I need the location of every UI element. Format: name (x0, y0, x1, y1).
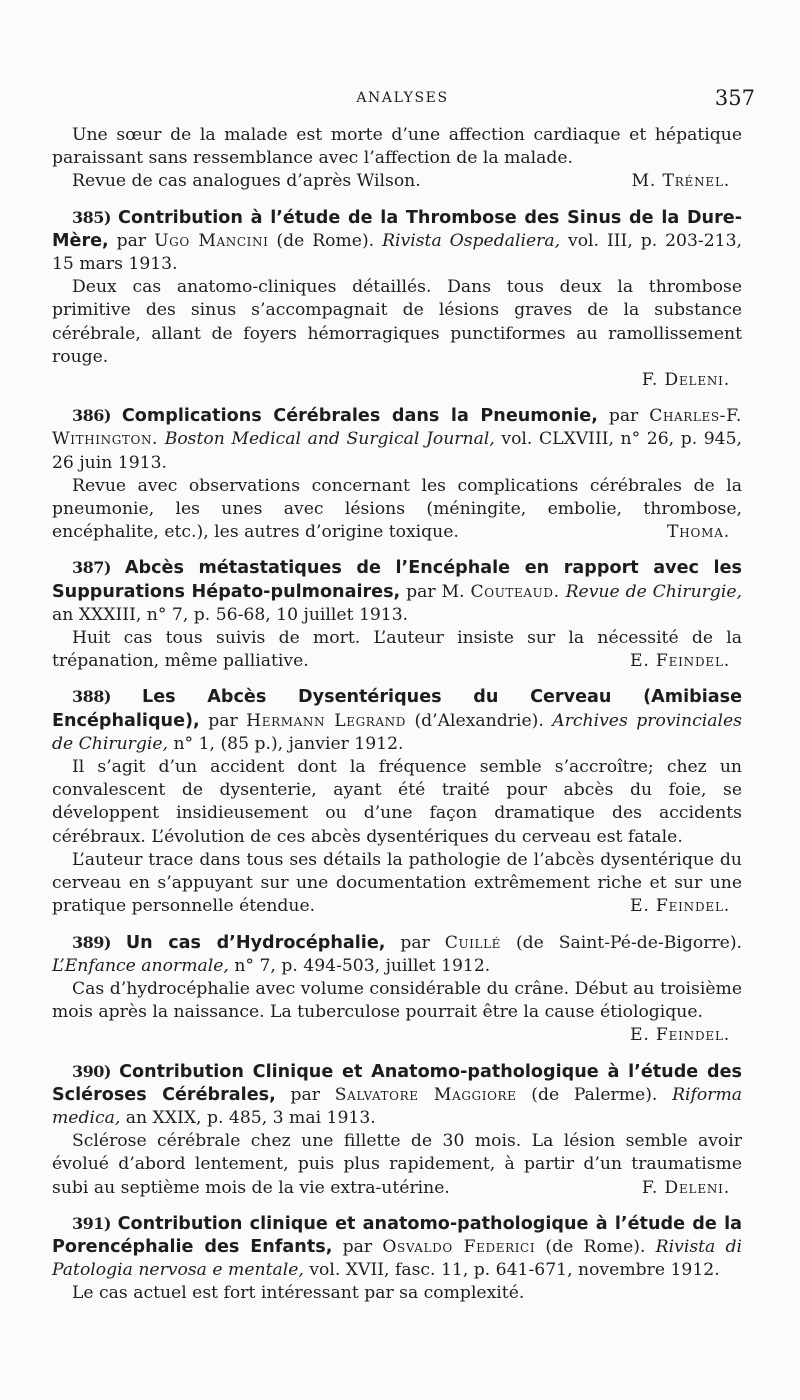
entry-body-2: L’auteur trace dans tous ses détails la pathologie de l’abcès dysentérique du cerveau en s’appuyant sur une documentation extrêmement riche et sur une pratique personnelle étendue. (52, 849, 742, 917)
entry-number: 389) (72, 932, 111, 952)
entry-details: an XXXIII, n° 7, p. 56-68, 10 juillet 1913. (52, 604, 409, 625)
entry-title: Contribution à l’étude de la Thrombose des Sinus de la Dure-Mère, (52, 207, 742, 251)
entry-body: Sclérose cérébrale chez une fillette de 30 mois. La lésion semble avoir évolué d’abord lentement, puis plus rapidement, à partir d’un traumatisme subi au septième mois de la vie extra-utérine. (52, 1131, 742, 1198)
entry-heading (52, 556, 742, 627)
entry-title: Complications Cérébrales dans la Pneumonie, (121, 406, 598, 427)
entry-heading (52, 685, 742, 756)
entry-journal: Revue de Chirurgie, (565, 581, 743, 602)
entry-body: Cas d’hydrocéphalie avec volume considérable du crâne. Début au troisième mois après la naissance. La tuberculose pourrait être la cause étiologique. (52, 978, 742, 1023)
entry-by: par (116, 230, 147, 251)
signature: E. Feindel. (629, 896, 730, 917)
entry-390 (52, 1060, 742, 1200)
entry-body-line (52, 1130, 742, 1200)
entry-place: (de Rome). (545, 1236, 646, 1257)
entry-388 (52, 685, 742, 918)
entry-number: 385) (72, 207, 111, 227)
entry-title: Les Abcès Dysentériques du Cerveau (Amibiase Encéphalique), (52, 687, 742, 731)
entry-body-line (52, 849, 742, 919)
entry-body-line (52, 475, 742, 545)
page-header (50, 86, 755, 112)
entry-body: Huit cas tous suivis de mort. L’auteur insiste sur la nécessité de la trépanation, même palliative. (52, 628, 742, 672)
entry-author: Ugo Mancini (154, 230, 269, 251)
entry-author: Charles-F. Withington. (52, 406, 742, 450)
entry-place: (d’Alexandrie). (414, 710, 544, 731)
entry-details: vol. XVII, fasc. 11, p. 641-671, novembre 1912. (309, 1260, 720, 1281)
page-number: 357 (714, 86, 755, 110)
signature: E. Feindel. (629, 651, 730, 672)
entry-heading (52, 1212, 742, 1283)
entry-by: par (208, 710, 238, 731)
entry-journal: Riforma medica, (52, 1084, 743, 1128)
entry-body-line (52, 627, 742, 673)
signature: Thoma. (667, 522, 730, 543)
entry-by: par (342, 1236, 373, 1257)
entry-place: (de Palerme). (531, 1084, 658, 1105)
entry-journal: Boston Medical and Surgical Journal, (164, 429, 495, 450)
entry-by: par (608, 406, 639, 427)
intro-line (52, 170, 742, 193)
entry-body: Deux cas anatomo-cliniques détaillés. Dans tous deux la thrombose primitive des sinus s’accompagnait de lésions graves de la substance cérébrale, allant de foyers hémorragiques punctiformes au ramollissement rouge. (52, 277, 742, 367)
entry-journal: L’Enfance anormale, (52, 955, 229, 976)
entry-387 (52, 556, 742, 673)
entry-389 (52, 931, 742, 1048)
entry-by: par M. (406, 581, 465, 602)
entry-details: n° 7, p. 494-503, juillet 1912. (234, 955, 491, 976)
entry-place: (de Saint-Pé-de-Bigorre). (515, 932, 743, 953)
signature: E. Feindel. (629, 1025, 730, 1046)
entry-number: 387) (72, 558, 111, 578)
entry-391 (52, 1212, 742, 1306)
entry-body: Le cas actuel est fort intéressant par sa complexité. (72, 1283, 525, 1304)
entry-by: par (290, 1084, 320, 1105)
entry-title: Un cas d’Hydrocéphalie, (125, 932, 386, 953)
entry-number: 390) (72, 1061, 111, 1081)
signature: M. Trénel. (631, 171, 730, 192)
entry-title: Contribution clinique et anatomo-pathologique à l’étude de la Porencéphalie des Enfants, (52, 1213, 742, 1257)
entry-by: par (400, 932, 430, 953)
entry-author: Hermann Legrand (246, 710, 406, 731)
entry-details: vol. III, p. 203-213, 15 mars 1913. (52, 230, 742, 275)
entry-number: 391) (72, 1213, 111, 1233)
entry-place: (de Rome). (276, 230, 375, 251)
entry-heading (52, 1060, 742, 1131)
entry-journal: Rivista di Patologia nervosa e mentale, (52, 1236, 743, 1281)
entry-author: Osvaldo Federici (382, 1236, 536, 1257)
entry-385 (52, 206, 742, 393)
signature: F. Deleni. (641, 370, 730, 391)
entry-title: Contribution Clinique et Anatomo-pathologique à l’étude des Scléroses Cérébrales, (52, 1061, 743, 1105)
entry-author: Couteaud. (470, 581, 560, 602)
entry-details: an XXIX, p. 485, 3 mai 1913. (125, 1107, 376, 1128)
page-content (52, 124, 742, 1306)
entry-details: vol. CLXVIII, n° 26, p. 945, 26 juin 1913. (52, 429, 742, 473)
intro-block (52, 124, 742, 194)
entry-heading (52, 404, 742, 475)
entry-number: 388) (72, 687, 111, 707)
entry-author: Cuillé (444, 932, 502, 953)
entry-386 (52, 404, 742, 544)
entry-title: Abcès métastatiques de l’Encéphale en rapport avec les Suppurations Hépato-pulmonaires, (52, 558, 742, 602)
entry-journal: Archives provinciales de Chirurgie, (52, 710, 742, 754)
signature: F. Deleni. (641, 1177, 730, 1198)
entry-body: Revue avec observations concernant les complications cérébrales de la pneumonie, les unes avec lésions (méningite, embolie, thrombose, encéphalite, etc.), les autres d’origine toxique. (52, 475, 742, 543)
entry-number: 386) (72, 406, 111, 426)
entry-heading (52, 931, 742, 978)
intro-line-text: Revue de cas analogues d’après Wilson. (72, 171, 421, 192)
entry-journal: Rivista Ospedaliera, (382, 230, 561, 251)
entry-author: Salvatore Maggiore (334, 1084, 517, 1105)
entry-body: Il s’agit d’un accident dont la fréquence semble s’accroître; chez un convalescent de dysenterie, ayant été traité pour abcès du foie, se développent insidieusement ou d’une façon dramatique des accidents cérébraux. L’évolution de ces abcès dysentériques du cerveau est fatale. (52, 757, 742, 847)
entry-details: n° 1, (85 p.), janvier 1912. (173, 733, 404, 754)
intro-text: Une sœur de la malade est morte d’une affection cardiaque et hépatique paraissant sans ressemblance avec l’affection de la malade. (52, 125, 742, 169)
running-title: ANALYSES (356, 90, 449, 106)
entry-heading (52, 206, 742, 277)
